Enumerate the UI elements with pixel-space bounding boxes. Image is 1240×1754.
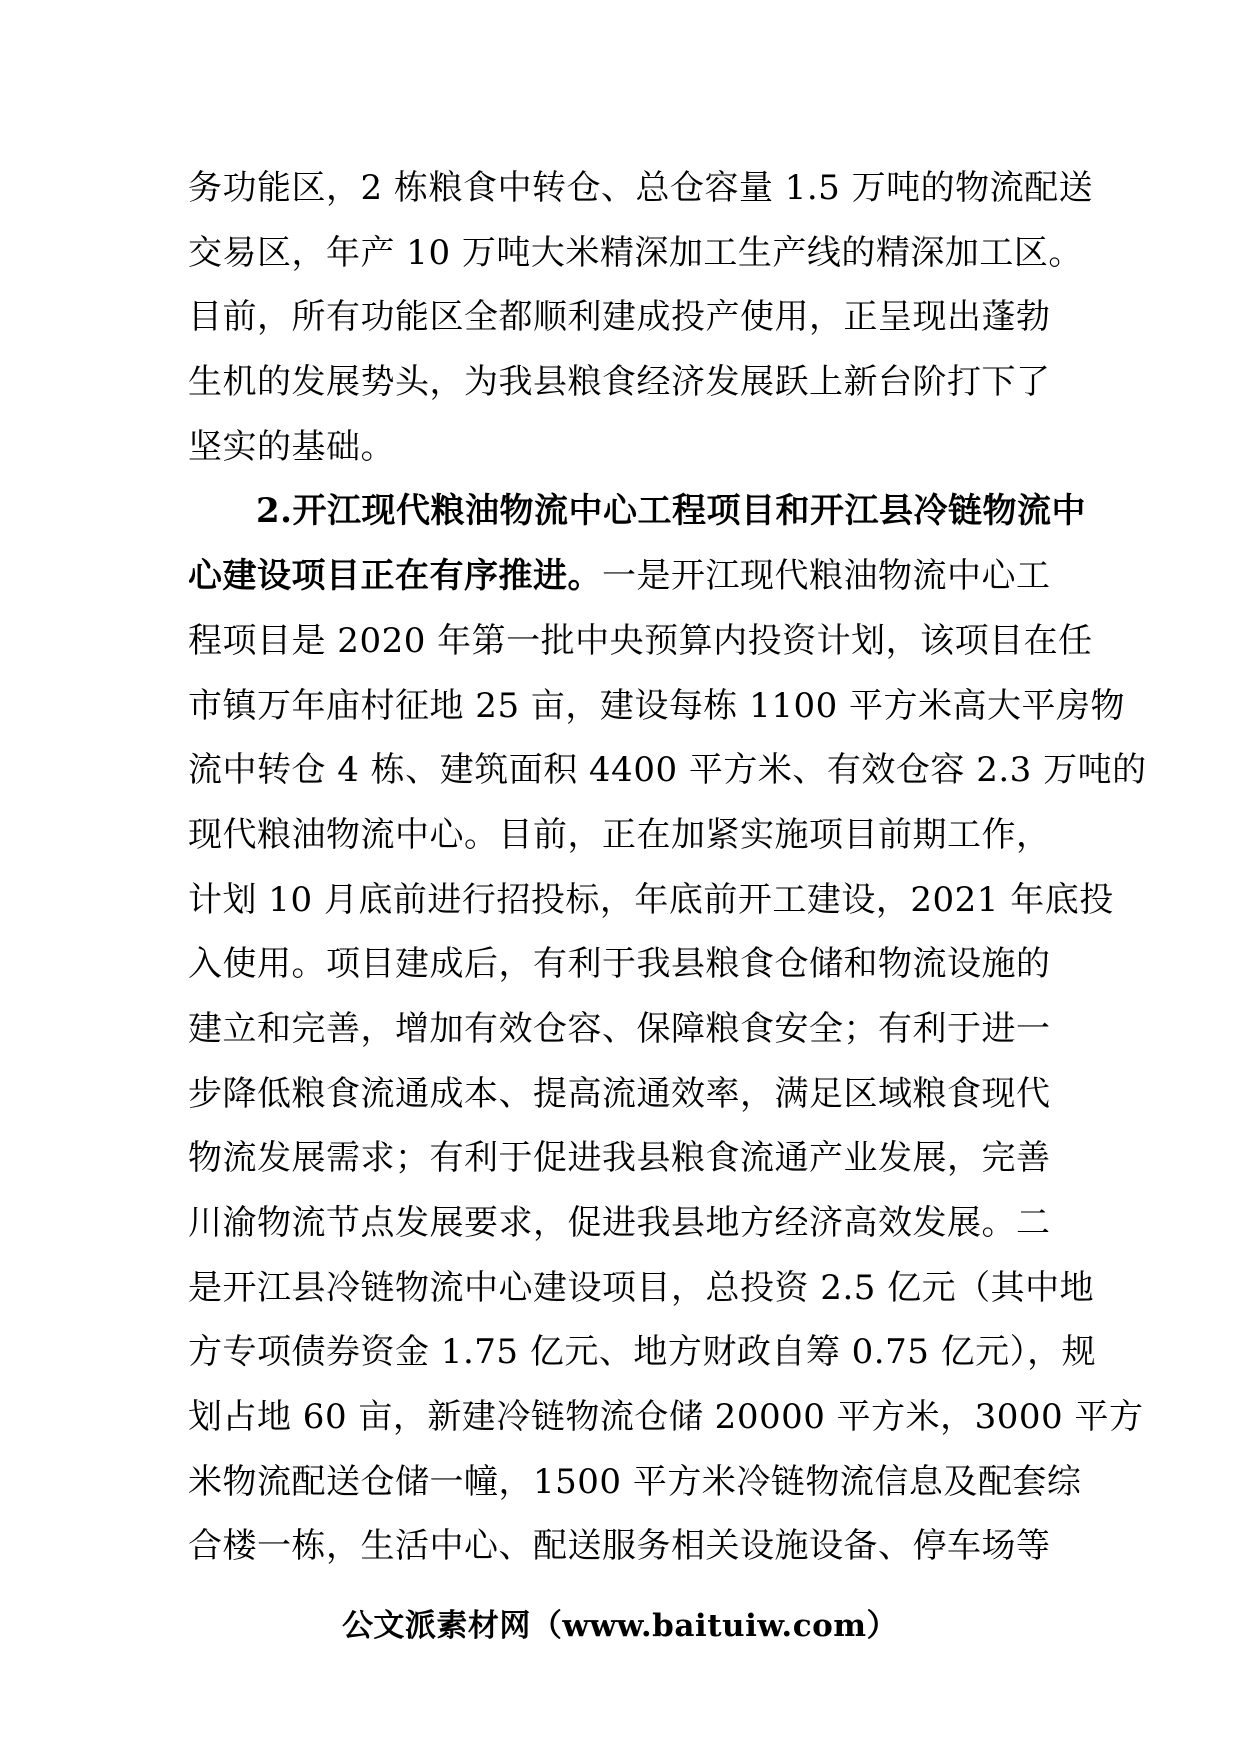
body-text: 建立和完善，增加有效仓容、保障粮食安全；有利于进一 <box>188 1008 1051 1049</box>
bold-text: 2.开江现代粮油物流中心工程项目和开江县冷链物流中 <box>256 491 1086 532</box>
paragraph-line <box>188 1062 1056 1127</box>
paragraph-line <box>188 1126 1056 1191</box>
body-text: 坚实的基础。 <box>188 426 395 467</box>
body-text: 是开江县冷链物流中心建设项目，总投资 2.5 亿元（其中地 <box>188 1267 1095 1308</box>
paragraph-line <box>188 674 1126 739</box>
paragraph-line <box>188 738 1147 803</box>
paragraph-line <box>188 609 1093 674</box>
paragraph-line <box>188 1320 1097 1385</box>
body-text: 方专项债券资金 1.75 亿元、地方财政自筹 0.75 亿元），规 <box>188 1332 1097 1373</box>
paragraph-line <box>188 221 1083 286</box>
paragraph-line <box>188 1256 1095 1321</box>
body-text: 步降低粮食流通成本、提高流通效率，满足区域粮食现代 <box>188 1073 1051 1114</box>
body-text: 程项目是 2020 年第一批中央预算内投资计划，该项目在任 <box>188 620 1093 661</box>
paragraph-line <box>188 1191 1056 1256</box>
body-text: 目前，所有功能区全都顺利建成投产使用，正呈现出蓬勃 <box>188 297 1051 338</box>
body-text: 务功能区，2 栋粮食中转仓、总仓容量 1.5 万吨的物流配送 <box>188 168 1094 208</box>
paragraph-line <box>188 415 1056 480</box>
body-text: 计划 10 月底前进行招投标，年底前开工建设，2021 年底投 <box>188 879 1114 920</box>
paragraph-line <box>188 803 1056 868</box>
paragraph-line <box>188 285 1056 350</box>
paragraph-line <box>188 156 1094 221</box>
paragraph-line <box>188 479 1086 544</box>
body-text: 现代粮油物流中心。目前，正在加紧实施项目前期工作， <box>188 814 1051 855</box>
paragraph-line <box>188 1385 1144 1450</box>
body-text: 川渝物流节点发展要求，促进我县地方经济高效发展。二 <box>188 1203 1051 1243</box>
body-text: 生机的发展势头，为我县粮食经济发展跃上新台阶打下了 <box>188 362 1051 403</box>
paragraph-line <box>188 350 1056 415</box>
bold-text: 心建设项目正在有序推进。 <box>188 556 602 597</box>
body-text: 流中转仓 4 栋、建筑面积 4400 平方米、有效仓容 2.3 万吨的 <box>188 750 1147 791</box>
footer-watermark: 公文派素材网（www.baituiw.com） <box>341 1608 899 1644</box>
paragraph-line <box>188 997 1056 1062</box>
paragraph-line <box>188 1450 1082 1515</box>
body-text: 入使用。项目建成后，有利于我县粮食仓储和物流设施的 <box>188 944 1051 985</box>
body-text: 米物流配送仓储一幢，1500 平方米冷链物流信息及配套综 <box>188 1461 1082 1502</box>
body-text: 市镇万年庙村征地 25 亩，建设每栋 1100 平方米高大平房物 <box>188 685 1126 726</box>
body-text: 物流发展需求；有利于促进我县粮食流通产业发展，完善 <box>188 1138 1051 1179</box>
paragraph-line <box>188 868 1114 933</box>
body-text: 一是开江现代粮油物流中心工 <box>602 556 1051 597</box>
body-text: 合楼一栋，生活中心、配送服务相关设施设备、停车场等 <box>188 1526 1051 1567</box>
body-text: 划占地 60 亩，新建冷链物流仓储 20000 平方米，3000 平方 <box>188 1397 1144 1438</box>
document-body <box>188 156 1147 1579</box>
body-text: 交易区，年产 10 万吨大米精深加工生产线的精深加工区。 <box>188 232 1083 273</box>
paragraph-line <box>188 1514 1056 1579</box>
paragraph-line <box>188 544 1056 609</box>
paragraph-line <box>188 932 1056 997</box>
